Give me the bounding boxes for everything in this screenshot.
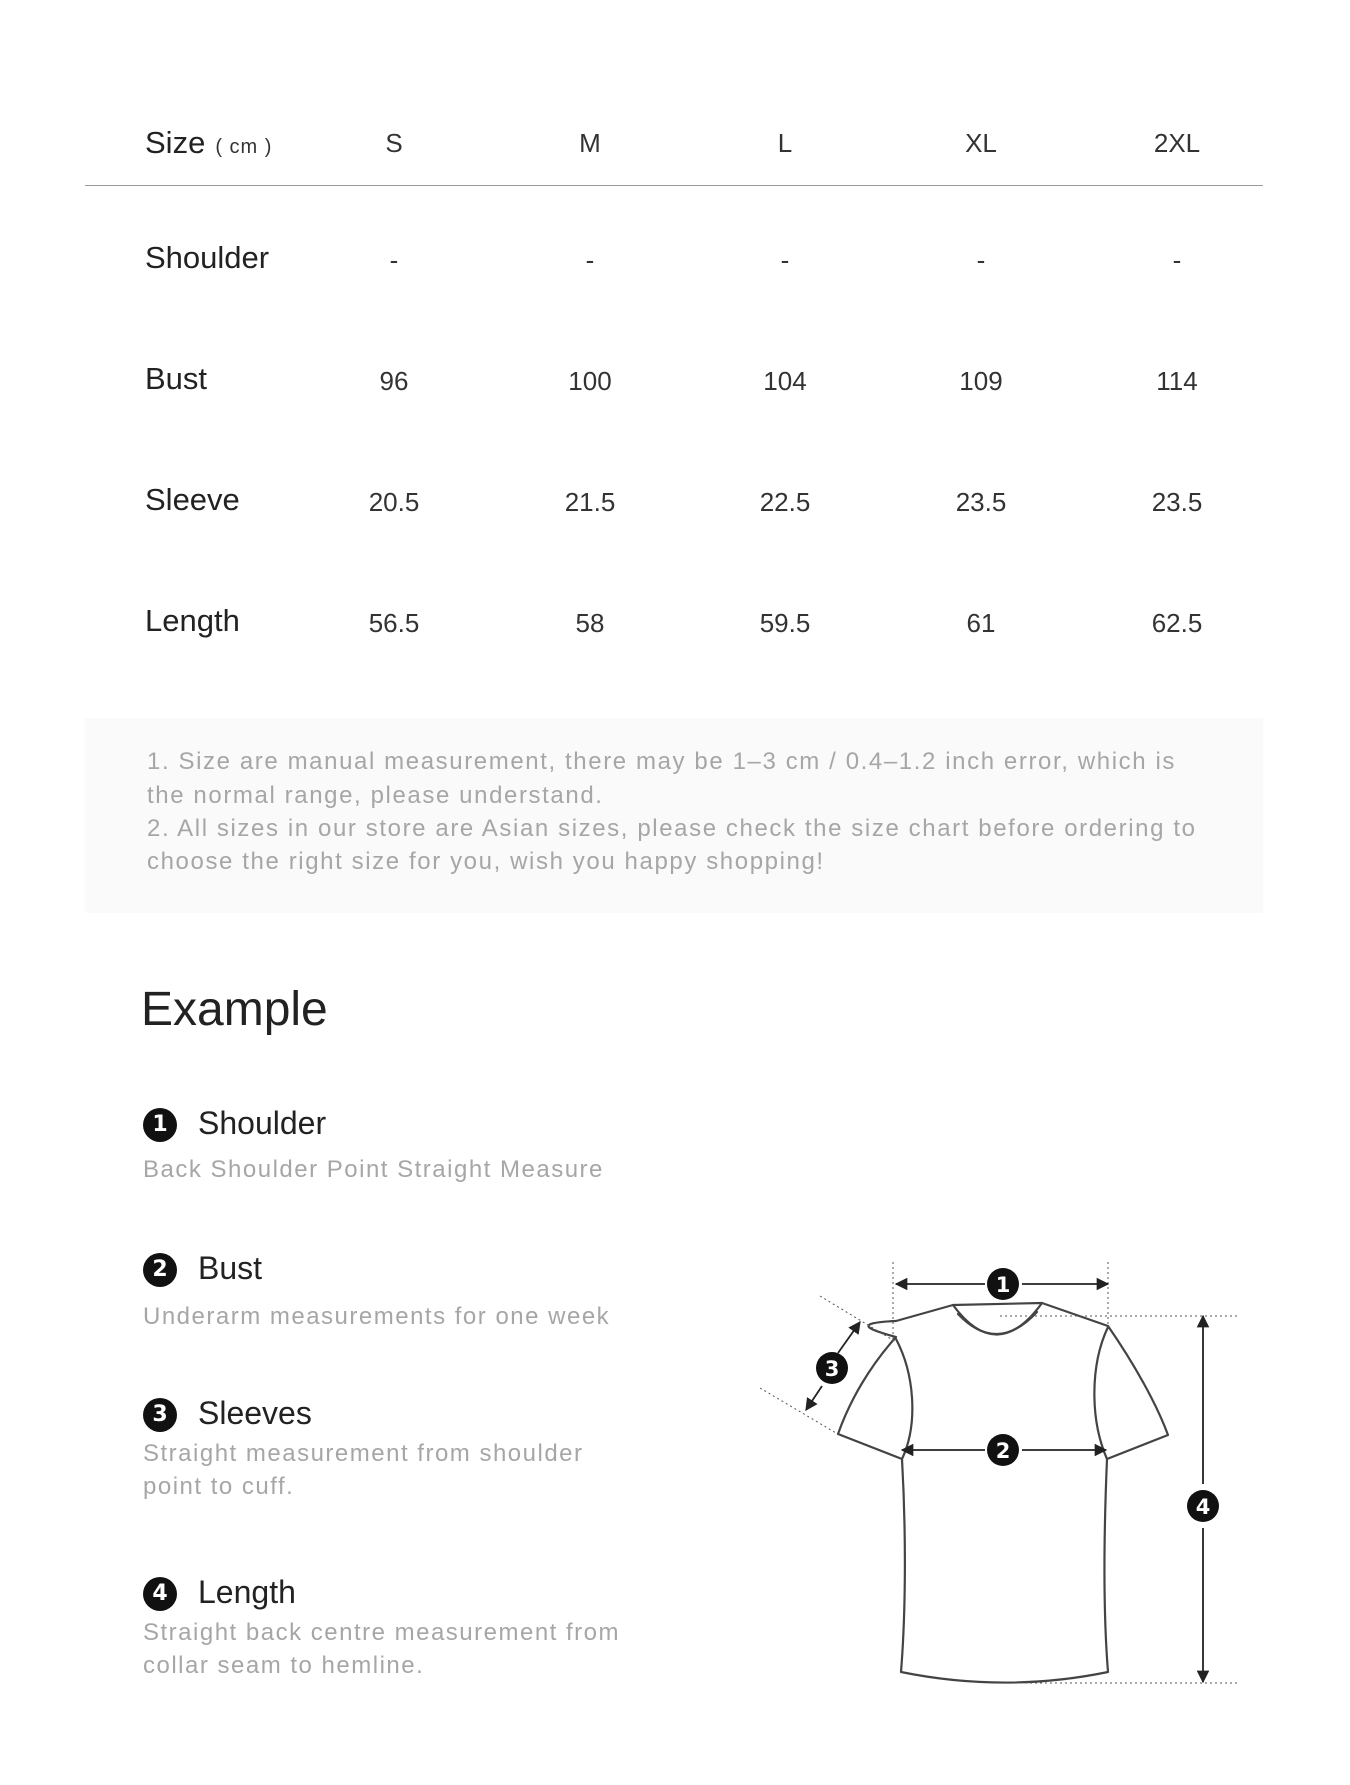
guide-lines — [760, 1262, 1240, 1683]
diagram-marker-4 — [1187, 1490, 1219, 1522]
example-item-bust — [143, 1250, 703, 1333]
table-cell: - — [976, 245, 986, 275]
column-header-m: M — [579, 128, 601, 158]
table-row-sleeve — [85, 482, 1263, 526]
table-cell: 104 — [763, 366, 807, 396]
example-label: Length — [198, 1574, 296, 1610]
table-cell: 56.5 — [368, 608, 420, 638]
tshirt-measurement-diagram — [740, 1240, 1260, 1690]
row-label-bust: Bust — [145, 361, 208, 396]
table-cell: 61 — [966, 608, 996, 638]
table-cell: 59.5 — [759, 608, 811, 638]
table-cell: 109 — [959, 366, 1003, 396]
note-line-4: choose the right size for you, wish you happy shopping! — [147, 848, 825, 875]
table-cell: - — [585, 245, 595, 275]
column-header-xl: XL — [965, 128, 997, 158]
tshirt-icon — [838, 1303, 1168, 1683]
svg-text:1: 1 — [995, 1273, 1011, 1297]
table-cell: 23.5 — [955, 487, 1007, 517]
example-label: Bust — [198, 1250, 263, 1286]
number-1-icon: 1 — [143, 1108, 177, 1142]
table-header-row — [85, 125, 1263, 165]
example-label: Shoulder — [198, 1105, 327, 1141]
column-header-l: L — [777, 128, 793, 158]
example-description: Underarm measurements for one week — [143, 1303, 611, 1330]
sleeve-arrow-down — [806, 1386, 822, 1410]
svg-text:3: 3 — [824, 1357, 840, 1381]
row-label-length: Length — [145, 603, 240, 638]
table-cell: 23.5 — [1151, 487, 1203, 517]
table-cell: 62.5 — [1151, 608, 1203, 638]
table-cell: 22.5 — [759, 487, 811, 517]
table-row-shoulder — [85, 240, 1263, 284]
number-2-icon: 2 — [143, 1253, 177, 1287]
svg-text:2: 2 — [995, 1439, 1011, 1463]
note-line-1: 1. Size are manual measurement, there may be 1–3 cm / 0.4–1.2 inch error, which is — [147, 748, 1176, 775]
table-cell: - — [1172, 245, 1182, 275]
header-divider — [85, 185, 1263, 186]
table-cell: 21.5 — [564, 487, 616, 517]
measurement-notes — [85, 718, 1263, 913]
example-description: Straight measurement from shoulder point to cuff. — [143, 1440, 584, 1500]
table-cell: - — [389, 245, 399, 275]
size-unit-label: ( cm ) — [215, 136, 273, 158]
table-cell: 20.5 — [368, 487, 420, 517]
example-description: Straight back centre measurement from collar seam to hemline. — [143, 1619, 621, 1679]
example-description: Back Shoulder Point Straight Measure — [143, 1156, 604, 1183]
diagram-marker-1 — [987, 1268, 1019, 1300]
table-row-bust — [85, 361, 1263, 405]
table-cell: 96 — [379, 366, 409, 396]
table-cell: 100 — [568, 366, 612, 396]
example-item-shoulder — [143, 1105, 703, 1186]
example-item-length — [143, 1574, 703, 1682]
diagram-marker-3 — [816, 1352, 848, 1384]
sleeve-arrow-up — [838, 1322, 860, 1353]
table-cell: 114 — [1156, 366, 1198, 396]
table-cell: 58 — [575, 608, 605, 638]
svg-text:4: 4 — [1195, 1495, 1211, 1519]
column-header-2xl: 2XL — [1153, 128, 1201, 158]
example-item-sleeves — [143, 1395, 703, 1503]
table-cell: - — [780, 245, 790, 275]
size-header-label: Size ( cm ) — [145, 125, 273, 160]
column-header-s: S — [385, 128, 403, 158]
example-label: Sleeves — [198, 1395, 312, 1431]
example-heading: Example — [141, 983, 328, 1036]
row-label-shoulder: Shoulder — [145, 240, 270, 275]
number-3-icon: 3 — [143, 1398, 177, 1432]
table-row-length — [85, 603, 1263, 647]
number-4-icon: 4 — [143, 1577, 177, 1611]
note-line-3: 2. All sizes in our store are Asian sizes, please check the size chart before ordering to — [147, 815, 1197, 842]
row-label-sleeve: Sleeve — [145, 482, 240, 517]
diagram-marker-2 — [987, 1434, 1019, 1466]
note-line-2: the normal range, please understand. — [147, 782, 604, 809]
